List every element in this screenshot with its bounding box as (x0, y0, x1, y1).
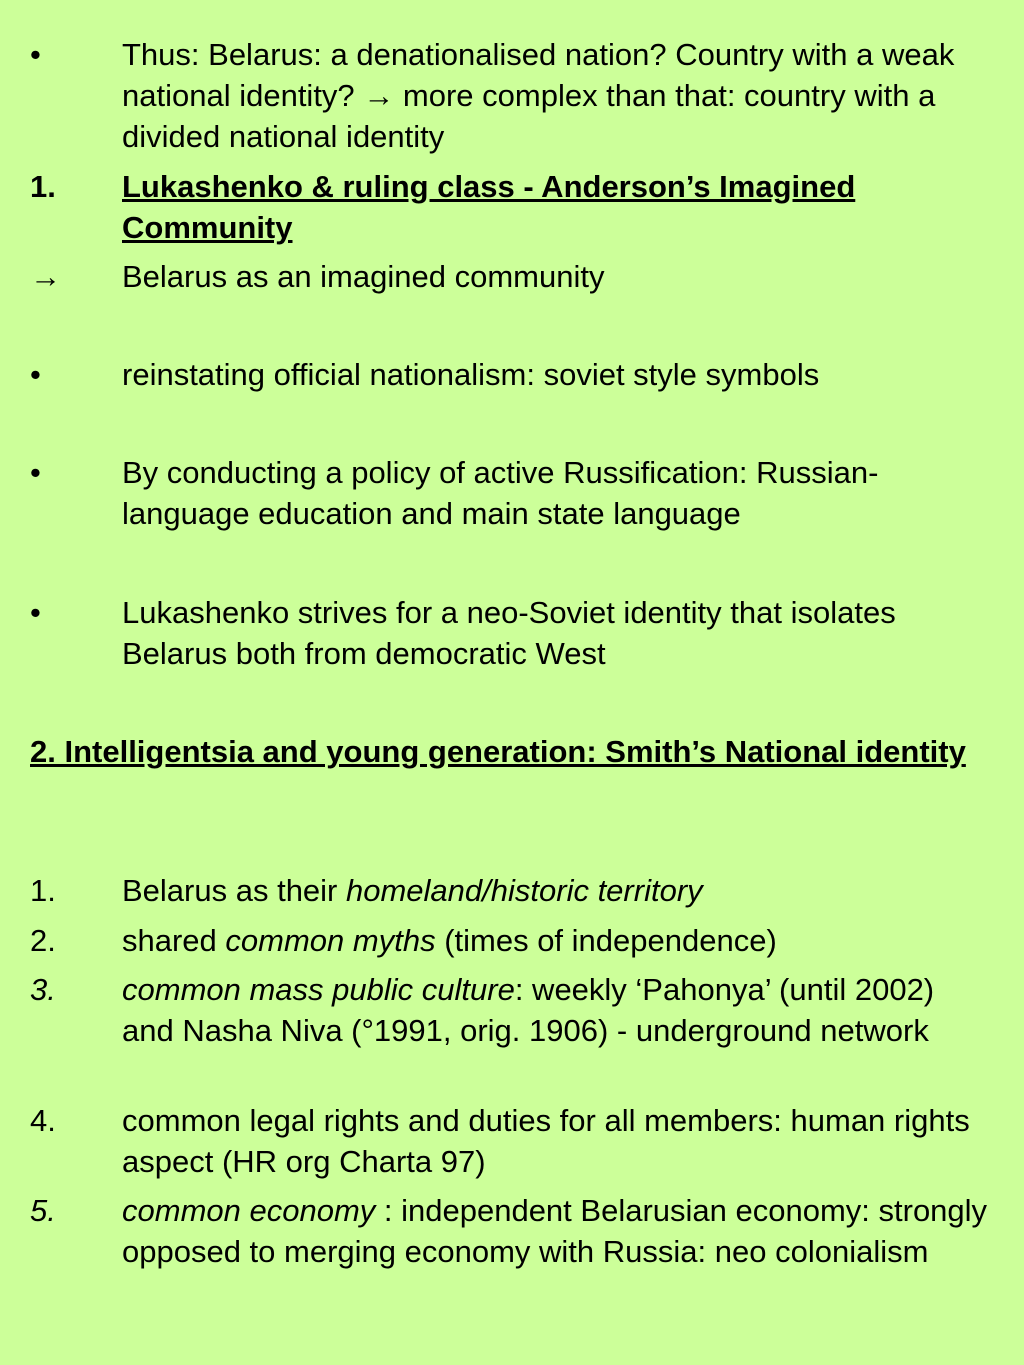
bullet-marker: • (30, 455, 41, 490)
bullet-marker: • (30, 37, 41, 72)
list-number: 1. (30, 873, 56, 908)
section-2-heading (30, 731, 990, 772)
list-item-5 (30, 1190, 990, 1272)
list-text: : weekly ‘Pahonya’ (until 2002) and Nasha Niva (°1991, orig. 1906) - underground network (122, 972, 935, 1048)
bullet-4-text: Lukashenko strives for a neo-Soviet identity that isolates Belarus both from democratic West (122, 595, 896, 671)
list-number: 3. (30, 972, 56, 1007)
list-number: 4. (30, 1103, 56, 1138)
section-1-title: Lukashenko & ruling class - Anderson’s Imagined Community (122, 169, 856, 245)
list-item-1-text (122, 870, 990, 911)
bullet-3-text: By conducting a policy of active Russification: Russian-language education and main state language (122, 455, 879, 531)
bullet-1-text: Thus: Belarus: a denationalised nation? Country with a weak national identity? → more complex than that: country with a divided national identity (122, 37, 955, 154)
bullet-4 (30, 592, 990, 674)
bullet-marker: • (30, 357, 41, 392)
list-number: 5. (30, 1193, 56, 1228)
list-text: Belarus as their (122, 873, 346, 908)
list-emphasis: common economy (122, 1193, 376, 1228)
list-item-5-text (122, 1190, 990, 1272)
bullet-3 (30, 452, 990, 534)
bullet-1 (30, 34, 990, 157)
list-emphasis: homeland/historic territory (346, 873, 703, 908)
list-item-2-text (122, 920, 990, 961)
section-1-number: 1. (30, 169, 56, 204)
bullet-2-text: reinstating official nationalism: soviet style symbols (122, 357, 820, 392)
list-emphasis: common mass public culture (122, 972, 515, 1007)
list-item-1 (30, 870, 990, 911)
section-1-heading (30, 166, 990, 248)
list-item-3 (30, 969, 990, 1051)
list-item-2 (30, 920, 990, 961)
bullet-marker: • (30, 595, 41, 630)
arrow-item-text: Belarus as an imagined community (122, 259, 605, 294)
arrow-item (30, 256, 990, 297)
list-number: 2. (30, 923, 56, 958)
list-emphasis: common myths (225, 923, 436, 958)
list-text: shared (122, 923, 226, 958)
bullet-2 (30, 354, 990, 395)
list-item-4 (30, 1100, 990, 1182)
list-item-3-text (122, 969, 990, 1051)
list-item-4-text: common legal rights and duties for all members: human rights aspect (HR org Charta 97) (122, 1103, 970, 1179)
arrow-icon: → (30, 259, 61, 294)
list-text: (times of independence) (435, 923, 777, 958)
section-2-title: 2. Intelligentsia and young generation: Smith’s National identity (30, 734, 966, 769)
list-text: : independent Belarusian economy: strongly opposed to merging economy with Russia: neo colonialism (122, 1193, 988, 1269)
